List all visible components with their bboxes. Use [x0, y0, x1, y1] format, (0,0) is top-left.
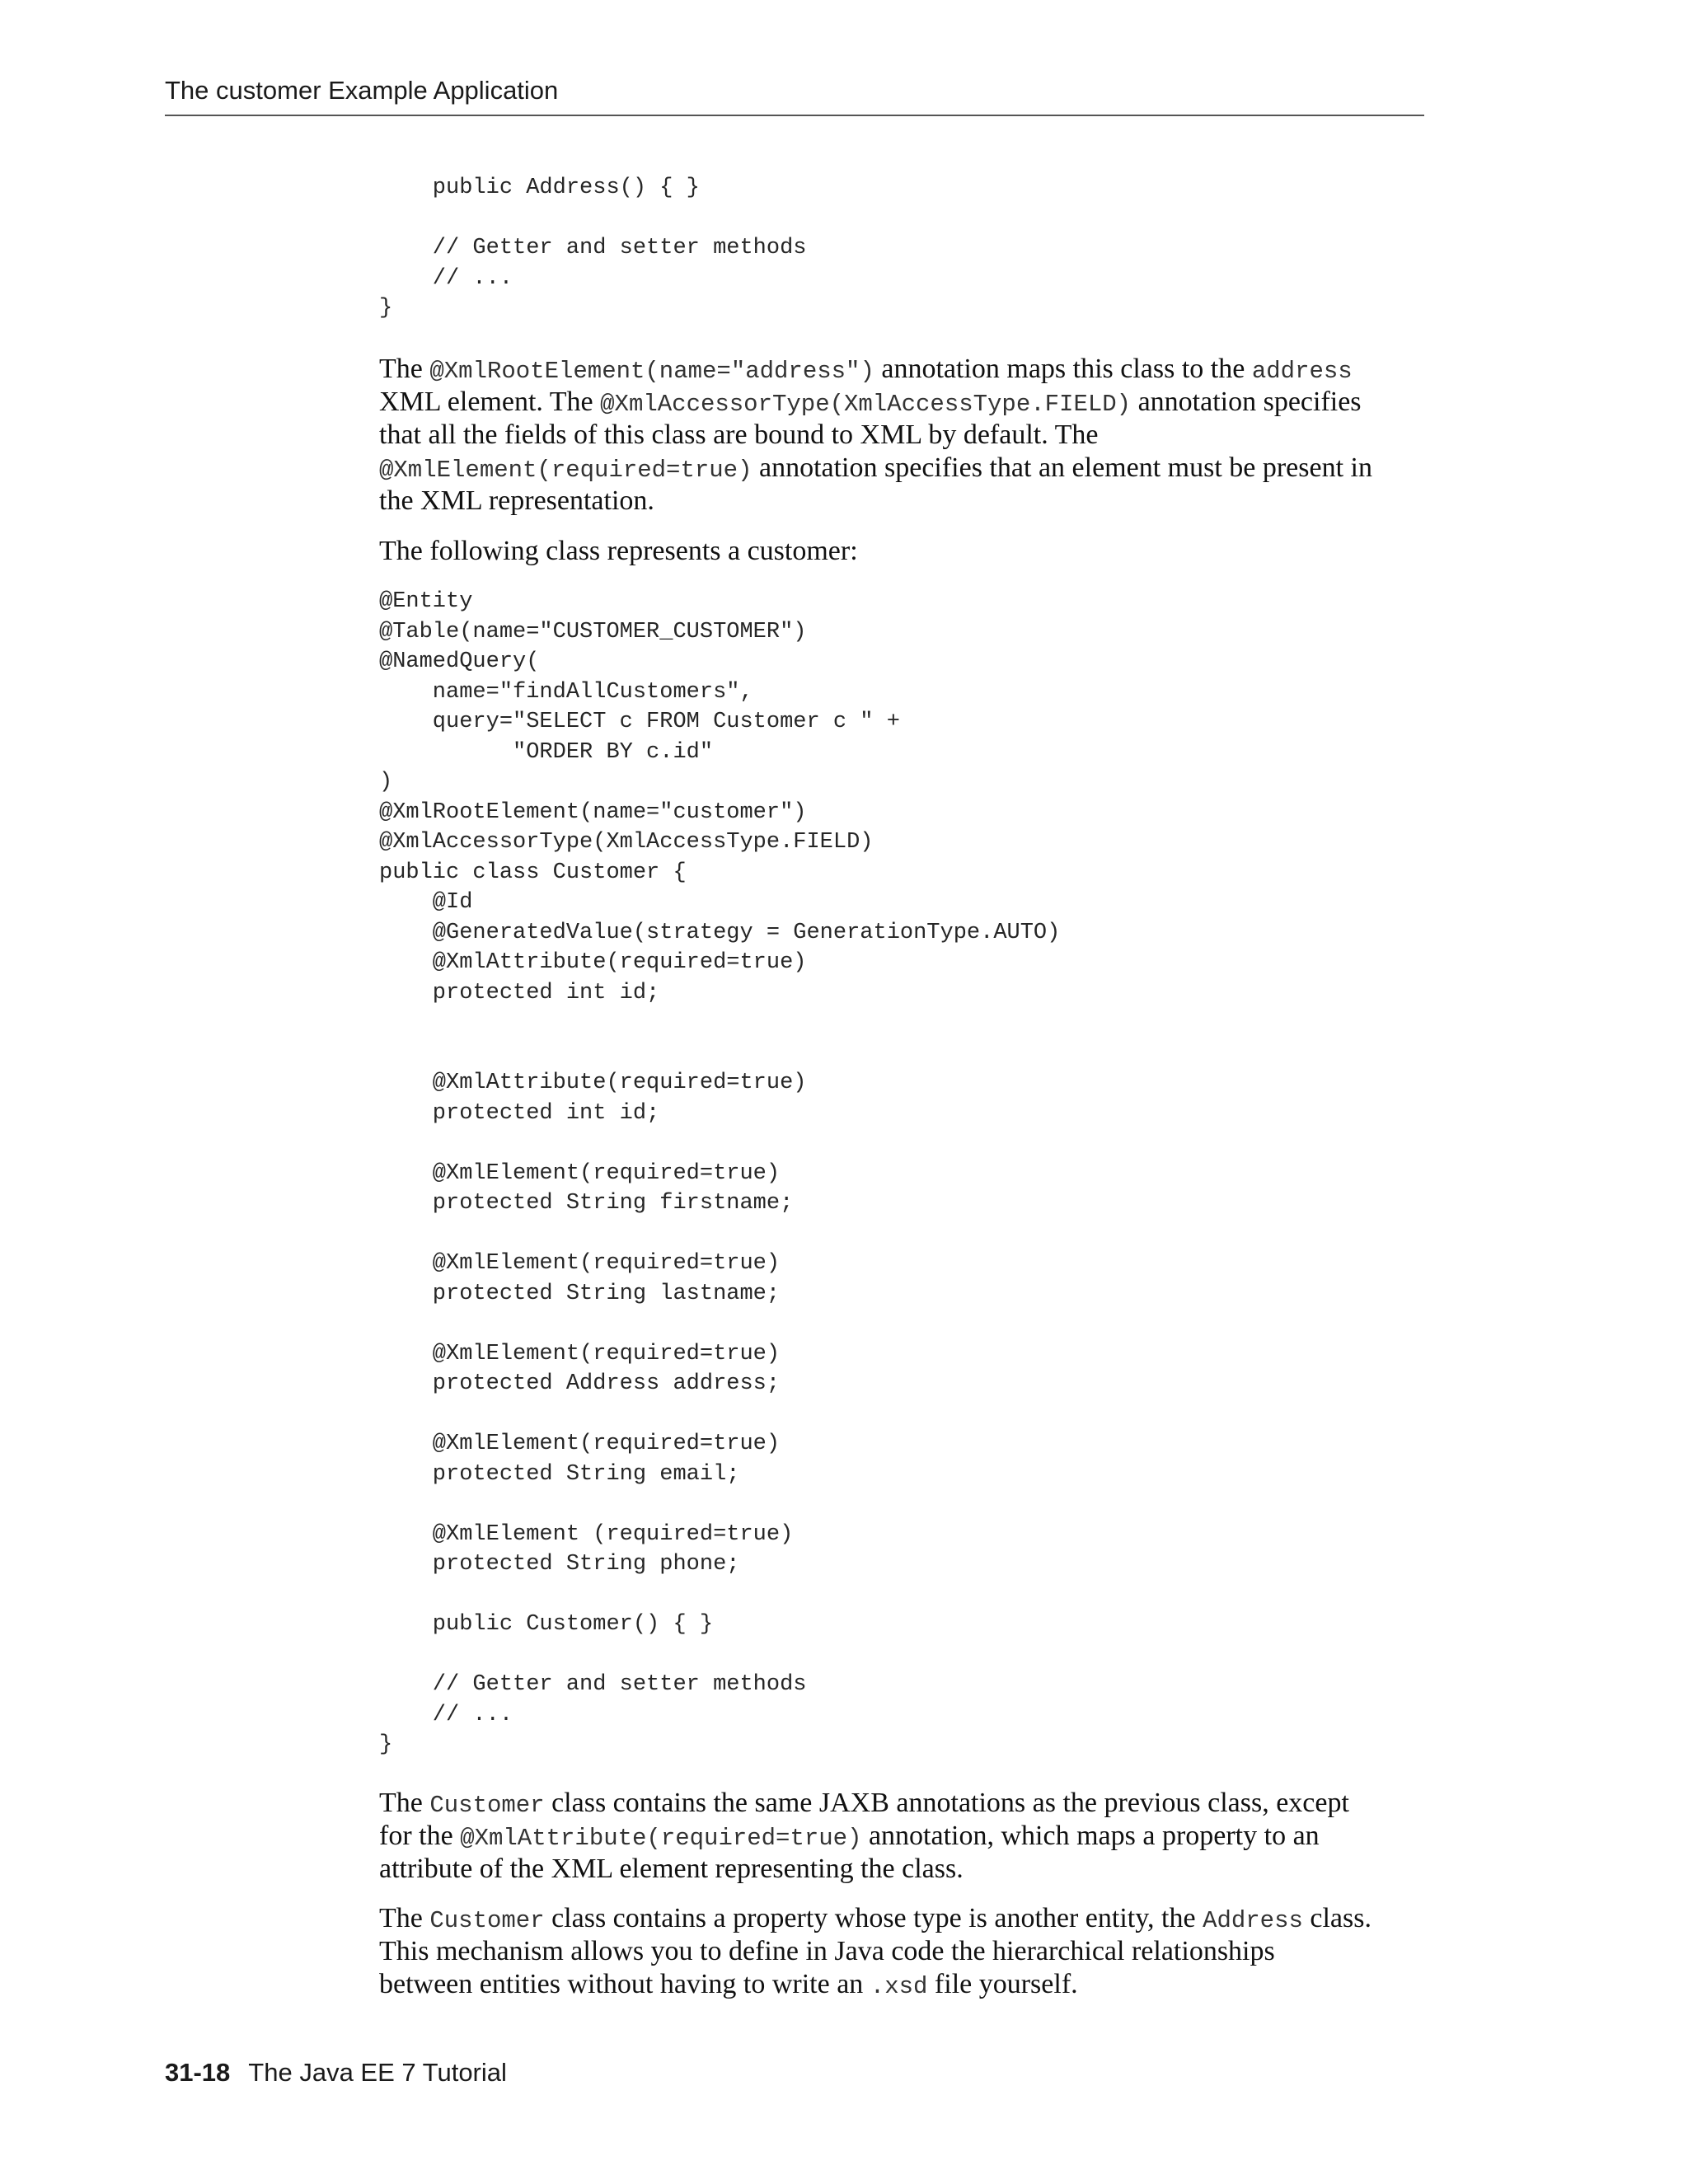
paragraph-line	[379, 1968, 1442, 2001]
paragraph-hierarchical-relationships	[379, 1902, 1442, 2001]
code-line: @XmlElement (required=true)	[379, 1521, 794, 1547]
code-line: name="findAllCustomers",	[379, 679, 753, 705]
code-line	[379, 204, 806, 234]
code-line: @GeneratedValue(strategy = GenerationType.AUTO)	[379, 920, 1061, 945]
header-divider	[165, 115, 1424, 116]
code-line: // ...	[379, 1702, 513, 1727]
code-line	[379, 1219, 1060, 1249]
code-line: }	[379, 296, 393, 321]
code-line: @Id	[379, 890, 473, 915]
paragraph-line	[379, 419, 1442, 452]
code-line: query="SELECT c FROM Customer c " +	[379, 710, 900, 734]
text-run: the XML representation.	[379, 485, 654, 516]
text-run: class contains the same JAXB annotations as the previous class, except	[544, 1788, 1349, 1818]
text-run: The	[379, 354, 430, 384]
text-run: annotation specifies	[1131, 387, 1362, 417]
code-line: protected String phone;	[379, 1552, 740, 1577]
paragraph-line	[379, 353, 1442, 386]
running-header: The customer Example Application	[165, 76, 559, 105]
paragraph-line	[379, 386, 1442, 419]
paragraph-line	[379, 1902, 1442, 1935]
code-line	[379, 1128, 1060, 1159]
inline-code: @XmlRootElement(name="address")	[429, 358, 874, 385]
code-line: public Customer() { }	[379, 1612, 714, 1637]
code-line: @XmlElement(required=true)	[379, 1432, 781, 1456]
text-run: file yourself.	[927, 1969, 1078, 1999]
code-line	[379, 1580, 1060, 1610]
text-run: class.	[1302, 1903, 1372, 1933]
paragraph-line	[379, 452, 1442, 485]
inline-code: @XmlAccessorType(XmlAccessType.FIELD)	[600, 391, 1132, 418]
inline-code: @XmlElement(required=true)	[379, 457, 753, 484]
paragraph-line	[379, 1787, 1442, 1820]
page-number: 31-18	[165, 2058, 231, 2087]
code-line: @XmlAccessorType(XmlAccessType.FIELD)	[379, 830, 874, 855]
text-run: The	[379, 1903, 430, 1933]
code-line: protected String firstname;	[379, 1191, 794, 1216]
code-line: protected Address address;	[379, 1371, 781, 1396]
code-line	[379, 1008, 1060, 1038]
code-line: @NamedQuery(	[379, 649, 540, 674]
paragraph-line	[379, 485, 1442, 518]
page-footer	[165, 2056, 507, 2089]
text-run: annotation specifies that an element must be present in	[752, 452, 1372, 483]
text-run: annotation maps this class to the	[874, 354, 1252, 384]
code-line: protected String email;	[379, 1461, 740, 1487]
code-line: @XmlAttribute(required=true)	[379, 1071, 807, 1095]
text-run: that all the fields of this class are bound to XML by default. The	[379, 419, 1099, 450]
code-line: @XmlElement(required=true)	[379, 1251, 781, 1276]
code-line: public class Customer {	[379, 860, 687, 885]
code-line: protected String lastname;	[379, 1281, 781, 1306]
code-line: // Getter and setter methods	[379, 236, 807, 260]
code-line: protected int id;	[379, 980, 660, 1005]
inline-code: @XmlAttribute(required=true)	[460, 1825, 862, 1852]
text-run: The	[379, 1788, 430, 1818]
text-run: XML element. The	[379, 387, 601, 417]
inline-code: address	[1251, 358, 1353, 385]
code-line: // ...	[379, 265, 513, 291]
paragraph-customer-annotations	[379, 1787, 1442, 1886]
code-line: @XmlElement(required=true)	[379, 1160, 781, 1186]
code-block-customer-class	[379, 587, 1060, 1760]
paragraph-line	[379, 1853, 1442, 1886]
code-line: "ORDER BY c.id"	[379, 739, 714, 765]
paragraph-line	[379, 1820, 1442, 1853]
code-line	[379, 1038, 1060, 1069]
text-run: between entities without having to write an	[379, 1969, 870, 1999]
text-run: attribute of the XML element representing the class.	[379, 1854, 964, 1884]
inline-code: .xsd	[870, 1973, 928, 2000]
code-line: @XmlElement(required=true)	[379, 1341, 781, 1366]
text-run: for the	[379, 1821, 461, 1851]
paragraph-line	[379, 535, 1442, 568]
code-line: @XmlAttribute(required=true)	[379, 950, 807, 975]
code-line	[379, 1309, 1060, 1339]
text-run: The following class represents a customer:	[379, 536, 858, 566]
code-line: @Entity	[379, 589, 473, 614]
text-run: class contains a property whose type is another entity, the	[544, 1903, 1203, 1933]
code-line: @Table(name="CUSTOMER_CUSTOMER")	[379, 619, 807, 644]
code-line: @XmlRootElement(name="customer")	[379, 799, 807, 825]
code-line: }	[379, 1732, 393, 1757]
code-line: // Getter and setter methods	[379, 1672, 807, 1697]
inline-code: Address	[1203, 1907, 1303, 1934]
inline-code: Customer	[429, 1907, 545, 1934]
paragraph-address-annotations	[379, 353, 1442, 518]
code-block-address-end	[379, 173, 806, 324]
code-line	[379, 1640, 1060, 1671]
text-run: annotation, which maps a property to an	[861, 1821, 1320, 1851]
code-line: )	[379, 770, 393, 794]
paragraph-customer-intro	[379, 535, 1442, 568]
inline-code: Customer	[429, 1792, 545, 1819]
code-line	[379, 1489, 1060, 1520]
book-title: The Java EE 7 Tutorial	[248, 2058, 507, 2087]
text-run: This mechanism allows you to define in Java code the hierarchical relationships	[379, 1936, 1275, 1966]
paragraph-line	[379, 1935, 1442, 1968]
code-line: protected int id;	[379, 1100, 660, 1126]
code-line	[379, 1399, 1060, 1430]
code-line: public Address() { }	[379, 176, 700, 200]
